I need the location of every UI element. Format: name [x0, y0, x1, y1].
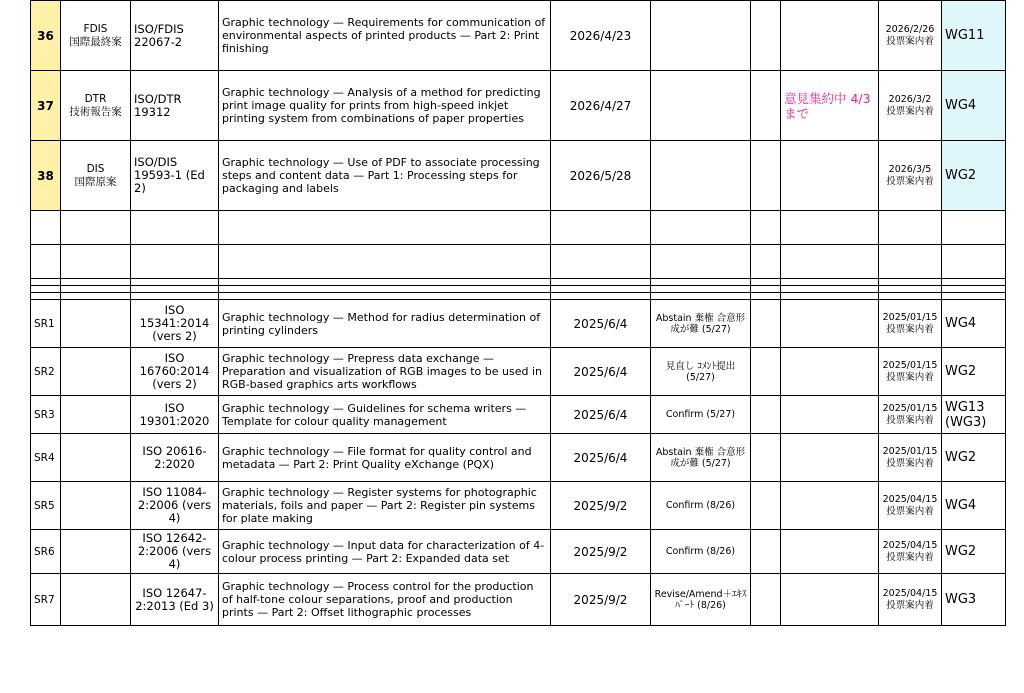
empty-cell — [751, 530, 781, 574]
document-title: Graphic technology — Analysis of a method for predicting print image quality for prints from high-speed inkjet printing system from combinations of paper properties — [219, 71, 551, 141]
deadline-date: 2025/9/2 — [551, 482, 651, 530]
ballot-table — [30, 0, 1006, 626]
table-row — [31, 1, 1006, 71]
status-cell — [651, 1, 751, 71]
empty-cell — [751, 300, 781, 348]
note-cell — [781, 300, 879, 348]
empty-cell — [751, 574, 781, 626]
status-cell: Abstain 棄権 合意形成が難 (5/27) — [651, 300, 751, 348]
empty-cell — [751, 348, 781, 396]
row-number: SR2 — [31, 348, 61, 396]
row-number: 38 — [31, 141, 61, 211]
table-row — [31, 396, 1006, 434]
working-group: WG4 — [942, 300, 1006, 348]
deadline-date: 2025/6/4 — [551, 434, 651, 482]
vote-cell: 2025/04/15 投票案内着 — [879, 574, 942, 626]
table-row — [31, 530, 1006, 574]
blank-row — [31, 293, 1006, 300]
stage-cell: DIS 国際原案 — [61, 141, 131, 211]
document-title: Graphic technology — Input data for characterization of 4-colour process printing — Part 2: Expanded data set — [219, 530, 551, 574]
row-number: SR7 — [31, 574, 61, 626]
blank-row — [31, 211, 1006, 245]
row-number: SR3 — [31, 396, 61, 434]
document-title: Graphic technology — Use of PDF to associate processing steps and content data — Part 1: Processing steps for packaging and labels — [219, 141, 551, 211]
empty-cell — [751, 141, 781, 211]
document-number: ISO/FDIS 22067-2 — [131, 1, 219, 71]
table-row — [31, 434, 1006, 482]
table-row — [31, 141, 1006, 211]
status-cell: Confirm (8/26) — [651, 530, 751, 574]
row-number: 36 — [31, 1, 61, 71]
vote-cell: 2026/2/26 投票案内着 — [879, 1, 942, 71]
document-title: Graphic technology — File format for quality control and metadata — Part 2: Print Quality eXchange (PQX) — [219, 434, 551, 482]
status-cell: Revise/Amend＋ｴｷｽﾊﾟｰﾄ (8/26) — [651, 574, 751, 626]
deadline-date: 2026/4/23 — [551, 1, 651, 71]
vote-cell: 2025/04/15 投票案内着 — [879, 530, 942, 574]
note-cell: 意見集約中 4/3まで — [781, 71, 879, 141]
empty-cell — [751, 434, 781, 482]
document-title: Graphic technology — Process control for the production of half-tone colour separations, proof and production prints — Part 2: Offset lithographic processes — [219, 574, 551, 626]
document-number: ISO 15341:2014 (vers 2) — [131, 300, 219, 348]
document-number: ISO/DTR 19312 — [131, 71, 219, 141]
row-number: SR4 — [31, 434, 61, 482]
empty-cell — [61, 300, 131, 348]
note-cell — [781, 434, 879, 482]
empty-cell — [61, 574, 131, 626]
document-number: ISO 20616-2:2020 — [131, 434, 219, 482]
status-cell: Confirm (5/27) — [651, 396, 751, 434]
document-title: Graphic technology — Requirements for communication of environmental aspects of printed products — Part 2: Print finishing — [219, 1, 551, 71]
vote-cell: 2025/01/15 投票案内着 — [879, 300, 942, 348]
working-group: WG13 (WG3) — [942, 396, 1006, 434]
empty-cell — [61, 530, 131, 574]
blank-row — [31, 286, 1006, 293]
row-number: SR6 — [31, 530, 61, 574]
deadline-date: 2026/4/27 — [551, 71, 651, 141]
deadline-date: 2026/5/28 — [551, 141, 651, 211]
empty-cell — [61, 396, 131, 434]
note-cell — [781, 141, 879, 211]
vote-cell: 2025/01/15 投票案内着 — [879, 348, 942, 396]
row-number: SR1 — [31, 300, 61, 348]
document-title: Graphic technology — Prepress data exchange — Preparation and visualization of RGB images to be used in RGB-based graphics arts workflows — [219, 348, 551, 396]
status-cell: 見直し ｺﾒﾝﾄ提出 (5/27) — [651, 348, 751, 396]
empty-cell — [751, 482, 781, 530]
note-cell — [781, 1, 879, 71]
note-cell — [781, 482, 879, 530]
vote-cell: 2025/01/15 投票案内着 — [879, 434, 942, 482]
row-number: SR5 — [31, 482, 61, 530]
status-cell: Abstain 棄権 合意形成が難 (5/27) — [651, 434, 751, 482]
working-group: WG2 — [942, 348, 1006, 396]
document-title: Graphic technology — Guidelines for schema writers — Template for colour quality management — [219, 396, 551, 434]
note-cell — [781, 396, 879, 434]
document-number: ISO 19301:2020 — [131, 396, 219, 434]
table-row — [31, 482, 1006, 530]
note-cell — [781, 574, 879, 626]
vote-cell: 2025/01/15 投票案内着 — [879, 396, 942, 434]
note-cell — [781, 530, 879, 574]
empty-cell — [61, 348, 131, 396]
document-number: ISO/DIS 19593-1 (Ed 2) — [131, 141, 219, 211]
blank-row — [31, 279, 1006, 286]
status-cell — [651, 71, 751, 141]
document-number: ISO 11084-2:2006 (vers 4) — [131, 482, 219, 530]
deadline-date: 2025/9/2 — [551, 530, 651, 574]
stage-cell: DTR 技術報告案 — [61, 71, 131, 141]
working-group: WG4 — [942, 71, 1006, 141]
deadline-date: 2025/9/2 — [551, 574, 651, 626]
blank-row — [31, 245, 1006, 279]
working-group: WG3 — [942, 574, 1006, 626]
table-row — [31, 348, 1006, 396]
document-title: Graphic technology — Register systems for photographic materials, foils and paper — Part 2: Register pin systems for plate making — [219, 482, 551, 530]
row-number: 37 — [31, 71, 61, 141]
deadline-date: 2025/6/4 — [551, 396, 651, 434]
vote-cell: 2025/04/15 投票案内着 — [879, 482, 942, 530]
stage-cell: FDIS 国際最終案 — [61, 1, 131, 71]
working-group: WG2 — [942, 530, 1006, 574]
document-title: Graphic technology — Method for radius determination of printing cylinders — [219, 300, 551, 348]
document-number: ISO 12647-2:2013 (Ed 3) — [131, 574, 219, 626]
vote-cell: 2026/3/5 投票案内着 — [879, 141, 942, 211]
empty-cell — [61, 434, 131, 482]
empty-cell — [751, 1, 781, 71]
empty-cell — [751, 71, 781, 141]
empty-cell — [751, 396, 781, 434]
status-cell: Confirm (8/26) — [651, 482, 751, 530]
deadline-date: 2025/6/4 — [551, 348, 651, 396]
document-number: ISO 16760:2014 (vers 2) — [131, 348, 219, 396]
table-row — [31, 300, 1006, 348]
working-group: WG4 — [942, 482, 1006, 530]
note-cell — [781, 348, 879, 396]
working-group: WG2 — [942, 434, 1006, 482]
table-row — [31, 71, 1006, 141]
status-cell — [651, 141, 751, 211]
working-group: WG2 — [942, 141, 1006, 211]
working-group: WG11 — [942, 1, 1006, 71]
table-row — [31, 574, 1006, 626]
deadline-date: 2025/6/4 — [551, 300, 651, 348]
document-number: ISO 12642-2:2006 (vers 4) — [131, 530, 219, 574]
empty-cell — [61, 482, 131, 530]
vote-cell: 2026/3/2 投票案内着 — [879, 71, 942, 141]
